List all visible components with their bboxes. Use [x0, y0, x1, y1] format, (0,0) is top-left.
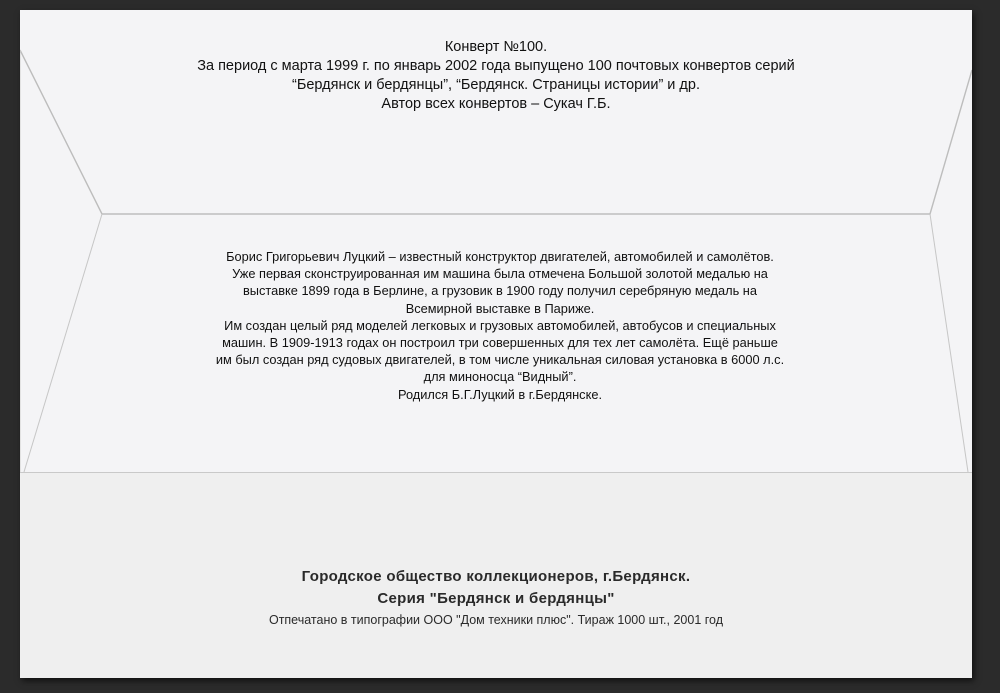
biography-line: Им создан целый ряд моделей легковых и грузовых автомобилей, автобусов и специальных	[224, 317, 776, 333]
biography-line: машин. В 1909-1913 годах он построил три совершенных для тех лет самолёта. Ещё раньше	[222, 335, 778, 351]
series-name: Серия "Бердянск и бердянцы"	[377, 590, 615, 607]
biography-line: Уже первая сконструированная им машина была отмечена Большой золотой медалью на	[232, 266, 768, 282]
society-name: Городское общество коллекционеров, г.Бердянск.	[301, 568, 691, 585]
publisher-block	[20, 566, 972, 630]
envelope-flap-text	[20, 38, 972, 114]
envelope-back	[20, 10, 972, 678]
biography-text	[180, 248, 820, 403]
biography-line: Родился Б.Г.Луцкий в г.Бердянске.	[398, 386, 602, 402]
biography-line: выставке 1899 года в Берлине, а грузовик в 1900 году получил серебряную медаль на	[243, 283, 757, 299]
series-info-line-2: “Бердянск и бердянцы”, “Бердянск. Страницы истории” и др.	[292, 77, 700, 93]
biography-line: Всемирной выставке в Париже.	[405, 300, 595, 316]
author-line: Автор всех конвертов – Сукач Г.Б.	[381, 96, 611, 112]
envelope-number: Конверт №100.	[444, 39, 548, 55]
biography-line: для миноносца “Видный”.	[423, 369, 577, 385]
biography-line: им был создан ряд судовых двигателей, в том числе уникальная силовая установка в 6000 л.с.	[215, 352, 785, 368]
print-info: Отпечатано в типографии ООО "Дом техники плюс". Тираж 1000 шт., 2001 год	[268, 613, 724, 627]
biography-line: Борис Григорьевич Луцкий – известный конструктор двигателей, автомобилей и самолётов.	[226, 249, 774, 264]
series-info-line-1: За период с марта 1999 г. по январь 2002 года выпущено 100 почтовых конвертов серий	[197, 58, 795, 74]
